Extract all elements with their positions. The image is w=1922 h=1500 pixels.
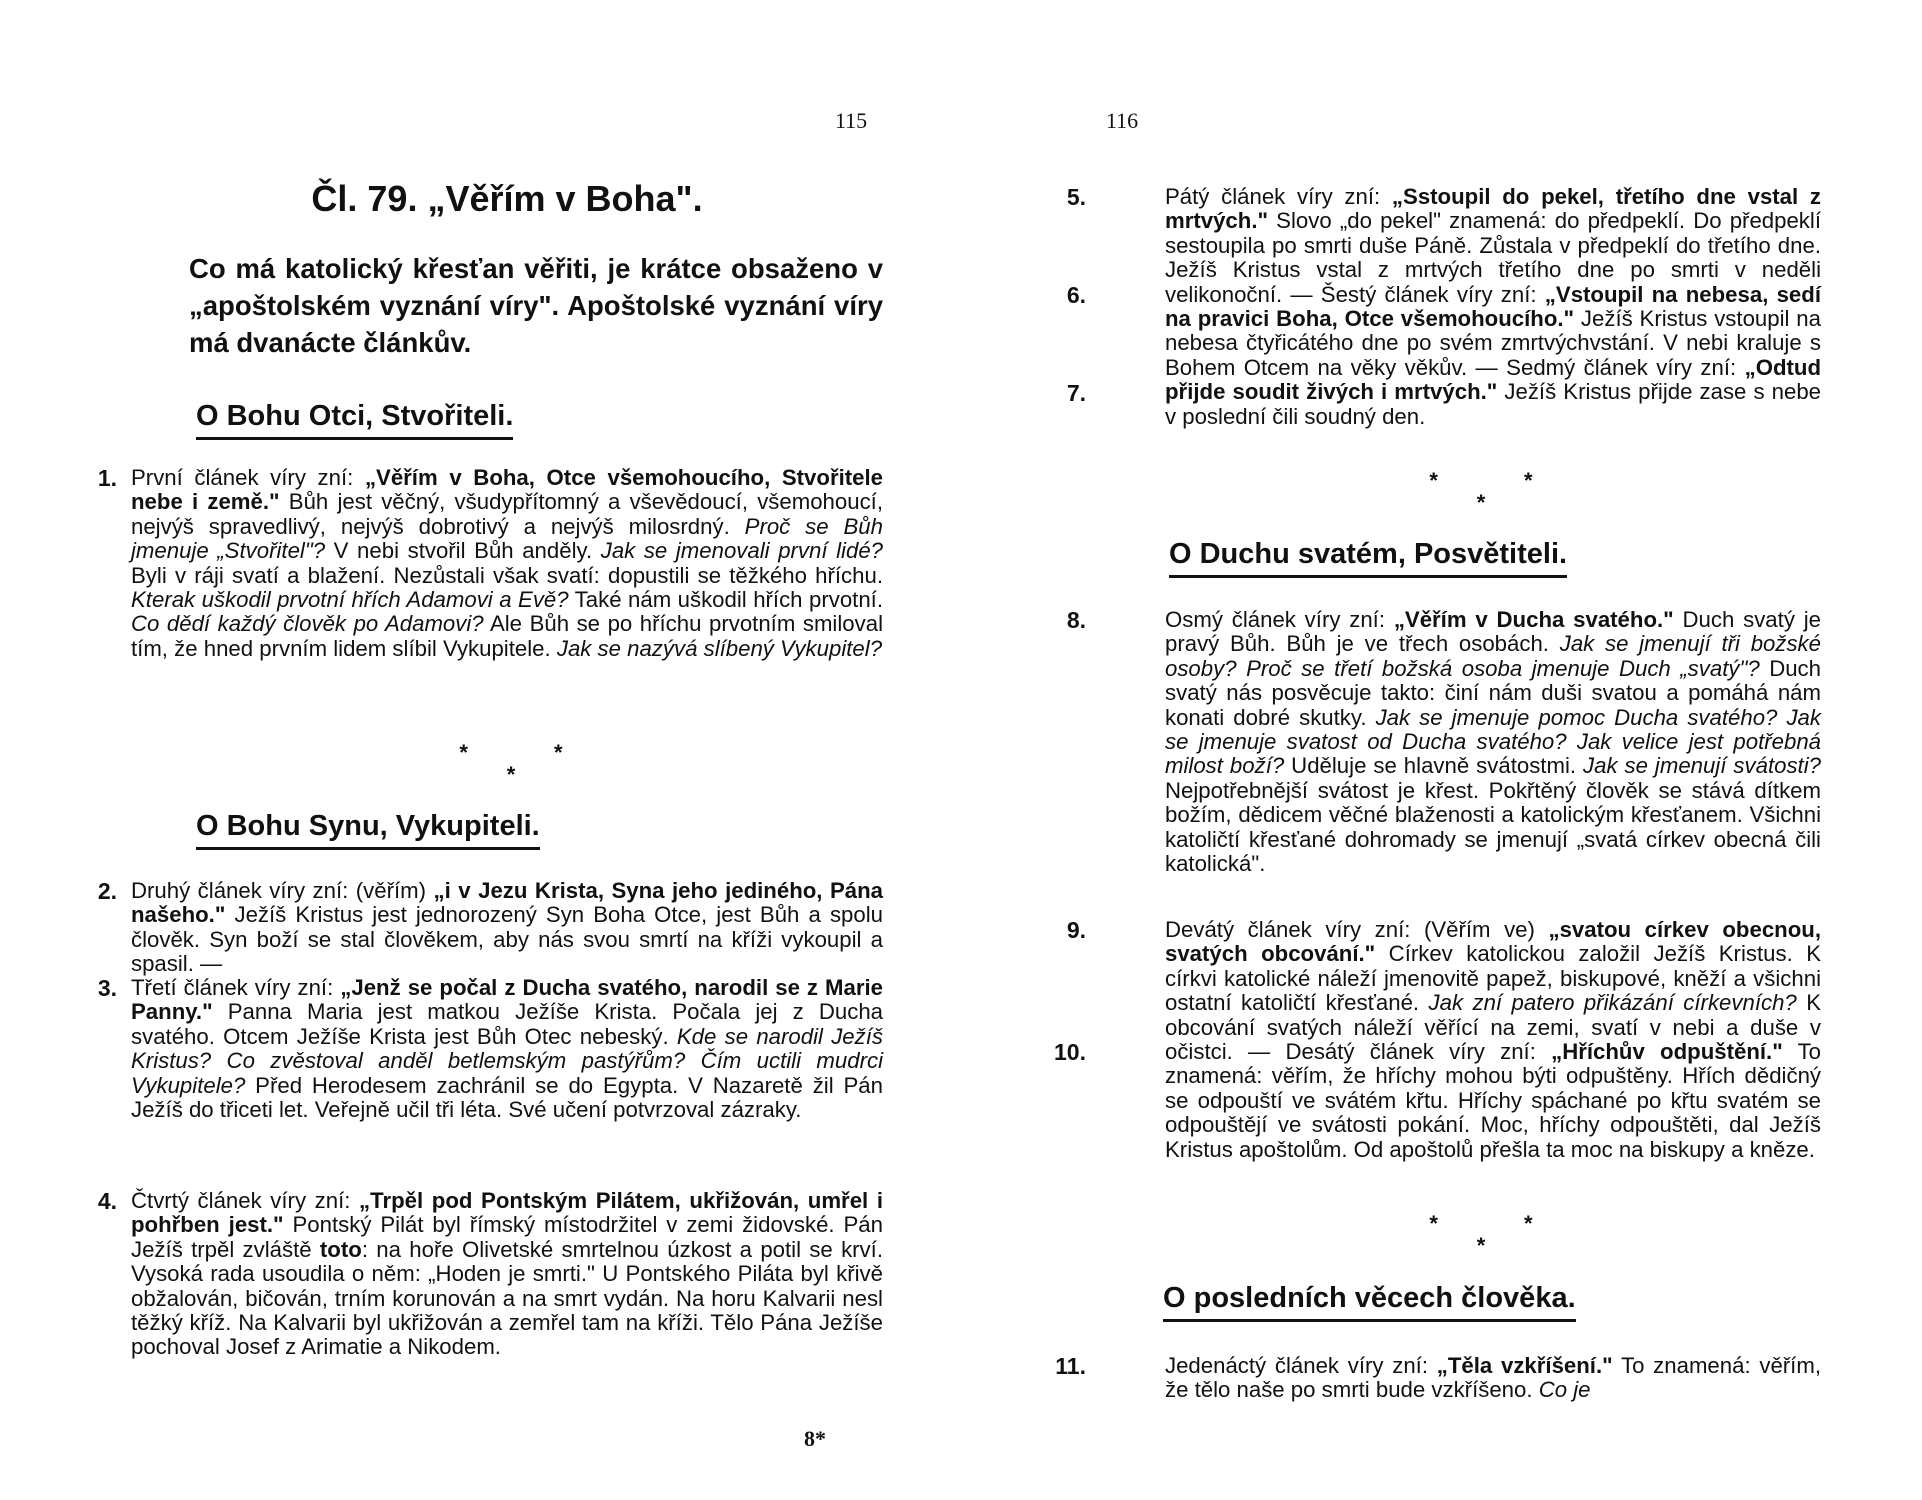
text-run: Ježíš Kristus vstoupil na nebesa čtyřicátého dne po svém zmrtvýchvstání. V nebi kraluje s Bohem Otcem na věky věkův. — Sedmý článek víry zní: <box>1165 306 1821 380</box>
article-number: 9. <box>1066 917 1086 943</box>
text-run: To znamená: věřím, že tělo naše po smrti bude vzkříšeno. <box>1165 1353 1821 1403</box>
article-number: 7. <box>1066 380 1086 406</box>
article-number: 1. <box>97 465 117 491</box>
text-run: : na hoře Olivetské smrtelnou úzkost a potil se krví. Vysoká rada usoudila o něm: „Hoden je smrti." U Pontského Piláta byl křivě obžalován, bičován, trním korunován a na smrt vydán. Na horu Kalvarii nesl těžký kříž. Na Kalvarii byl ukřižován a zemřel tam na kříži. Tělo Pána Ježíše pochoval Josef z Arimatie a Nikodem. <box>131 1236 883 1360</box>
text-run: Jedenáctý článek víry zní: <box>1165 1353 1437 1378</box>
article-number: 2. <box>97 878 117 904</box>
text-run: Pátý článek víry zní: <box>1165 184 1392 209</box>
article-paragraph <box>1165 918 1821 1162</box>
text-run: Třetí článek víry zní: <box>131 975 341 1000</box>
italic-question: Jak se jmenovali první lidé? <box>600 538 883 564</box>
article-number: 11. <box>1055 1353 1086 1379</box>
article-paragraph <box>131 879 883 977</box>
italic-question: Jak se jmenují svátosti? <box>1583 753 1821 779</box>
text-run: Byli v ráji svatí a blažení. Nezůstali však svatí: dopustili se těžkého hříchu. <box>131 562 883 588</box>
bold-run: „Hříchův odpuštění." <box>1551 1039 1783 1065</box>
article-number: 5. <box>1066 184 1086 210</box>
section-heading: O Duchu svatém, Posvětiteli. <box>1169 536 1567 578</box>
text-run: Bůh jest věčný, všudypřítomný a vševědoucí, všemohoucí, nejvýš spravedlivý, nejvýš dobrotivý a nejvýš milosrdný. <box>131 489 883 539</box>
bold-run: „Věřím v Boha, Otce všemohoucího, Stvořitele nebe i země." <box>131 465 883 515</box>
signature-mark: 8* <box>804 1426 826 1451</box>
italic-question: Kde se narodil Ježíš Kristus? Co zvěstoval anděl betlemským pastýřům? Čím uctili mudrci Vykupitele? <box>131 1023 883 1098</box>
text-run: Uděluje se hlavně svátostmi. <box>1284 753 1584 779</box>
article-paragraph <box>131 976 883 1122</box>
italic-question: Jak se jmenují tři božské osoby? Proč se třetí božská osoba jmenuje Duch „svatý"? <box>1165 631 1821 681</box>
article-paragraph <box>1165 1354 1821 1403</box>
bold-run: „Vstoupil na nebesa, sedí na pravici Boha, Otce všemohoucího." <box>1165 281 1821 332</box>
section-heading: O Bohu Otci, Stvořiteli. <box>196 398 513 440</box>
text-run: Nejpotřebnější svátost je křest. Pokřtěný člověk se stává dítkem božím, dědicem věčné blaženosti a katolickým křesťanem. Všichni katoličtí křesťané dohromady se jmenují „svatá církev obecná čili katolická". <box>1165 777 1821 877</box>
text-run: Osmý článek víry zní: <box>1165 607 1394 632</box>
article-paragraph <box>1165 608 1821 876</box>
italic-question: Co je <box>1538 1377 1591 1403</box>
text-run: K obcování svatých náleží věřící na zemi, svatí v nebi a duše v očistci. — Desátý článek víry zní: <box>1165 990 1821 1065</box>
text-run: Devátý článek víry zní: (Věřím ve) <box>1165 917 1549 942</box>
right-page <box>961 0 1922 1500</box>
text-run: Duch svatý nás posvěcuje takto: činí nám duši svatou a pomáhá nám konati dobré skutky. <box>1165 655 1821 730</box>
text-run: Ale Bůh se po hříchu prvotním smiloval tím, že hned prvním lidem slíbil Vykupitele. <box>131 611 883 661</box>
text-run: Panna Maria jest matkou Ježíše Krista. Počala jej z Ducha svatého. Otcem Ježíše Krista jest Bůh Otec nebeský. <box>131 999 883 1049</box>
text-run: Také nám uškodil hřích prvotní. <box>568 587 883 613</box>
text-run: Před Herodesem zachránil se do Egypta. V Nazaretě žil Pán Ježíš do třiceti let. Veřejně učil tři léta. Své učení potvrzoval zázraky. <box>131 1072 883 1123</box>
bold-run: „Trpěl pod Pontským Pilátem, ukřižován, umřel i pohřben jest." <box>131 1188 883 1238</box>
article-paragraph <box>131 1189 883 1360</box>
bold-run: toto <box>319 1236 362 1262</box>
article-number: 6. <box>1066 282 1086 308</box>
article-paragraph <box>131 466 883 661</box>
article-paragraph <box>1165 185 1821 429</box>
bold-run: „Sstoupil do pekel, třetího dne vstal z mrtvých." <box>1165 184 1821 234</box>
italic-question: Proč se Bůh jmenuje „Stvořitel"? <box>131 513 883 564</box>
text-run: Druhý článek víry zní: (věřím) <box>131 878 434 903</box>
text-run: Ježíš Kristus přijde zase s nebe v poslední čili soudný den. <box>1165 379 1821 429</box>
article-number: 10. <box>1054 1039 1086 1065</box>
italic-question: Jak zní patero přikázání církevních? <box>1428 990 1797 1016</box>
text-run: Duch svatý je pravý Bůh. Bůh je ve třech osobách. <box>1165 607 1821 657</box>
text-run: Slovo „do pekel" znamená: do předpeklí. Do předpeklí sestoupila po smrti duše Páně. Zůstala v předpeklí do třetího dne. Ježíš Kristus vstal z mrtvých třetího dne po smrti v neděli velikonoční. — Šestý článek víry zní: <box>1165 208 1821 307</box>
section-heading: O Bohu Synu, Vykupiteli. <box>196 808 540 850</box>
text-run: To znamená: věřím, že hříchy mohou býti odpuštěny. Hřích dědičný se odpouští ve svátém křtu. Hříchy spáchané po křtu svatém se odpouštějí ve svátosti pokání. Moc, hříchy odpouštěti, dal Ježíš Kristus apoštolům. Od apoštolů přešla ta moc na biskupy a kněze. <box>1165 1039 1821 1162</box>
text-run: Pontský Pilát byl římský místodržitel v zemi židovské. Pán Ježíš trpěl zvláště <box>131 1212 883 1262</box>
text-run: Církev katolickou založil Ježíš Kristus. K církvi katolické náleží jmenovitě papež, biskupové, kněží a všichni ostatní katoličtí křesťané. <box>1165 941 1822 1016</box>
page-number: 115 <box>835 108 868 133</box>
section-separator: * * * <box>459 740 563 787</box>
text-run: Ježíš Kristus jest jednorozený Syn Boha Otce, jest Bůh a spolu člověk. Syn boží se stal člověkem, aby nás svou smrtí na kříži vykoupil a spasil. — <box>131 902 883 977</box>
article-number: 8. <box>1066 607 1086 633</box>
text-run: V nebi stvořil Bůh anděly. <box>325 538 601 564</box>
italic-question: Co dědí každý člověk po Adamovi? <box>131 611 484 637</box>
italic-question: Jak se jmenuje pomoc Ducha svatého? Jak se jmenuje svatost od Ducha svatého? Jak velice jest potřebná milost boží? <box>1165 704 1821 779</box>
chapter-intro: Co má katolický křesťan věřiti, je krátce obsaženo v „apoštolském vyznání víry". Apoštolské vyznání víry má dvanácte článkův. <box>189 253 883 358</box>
section-separator: * * * <box>1429 468 1533 515</box>
article-number: 4. <box>97 1188 117 1214</box>
section-separator: * * * <box>1429 1211 1533 1258</box>
bold-run: „i v Jezu Krista, Syna jeho jediného, Pána našeho." <box>131 878 883 928</box>
article-number: 3. <box>97 975 117 1001</box>
bold-run: „svatou církev obecnou, svatých obcování." <box>1165 917 1821 967</box>
text-run: První článek víry zní: <box>131 465 365 490</box>
section-heading: O posledních věcech člověka. <box>1163 1280 1576 1322</box>
italic-question: Kterak uškodil prvotní hřích Adamovi a Evě? <box>131 587 569 613</box>
bold-run: „Odtud přijde soudit živých i mrtvých." <box>1165 354 1821 405</box>
italic-question: Jak se nazývá slíbený Vykupitel? <box>556 635 883 661</box>
bold-run: „Jenž se počal z Ducha svatého, narodil se z Marie Panny." <box>131 975 883 1025</box>
text-run: Čtvrtý článek víry zní: <box>131 1188 360 1213</box>
bold-run: „Věřím v Ducha svatého." <box>1393 607 1674 632</box>
chapter-title: Čl. 79. „Věřím v Boha". <box>311 178 703 219</box>
page-number: 116 <box>1106 108 1139 133</box>
bold-run: „Těla vzkříšení." <box>1436 1353 1613 1378</box>
